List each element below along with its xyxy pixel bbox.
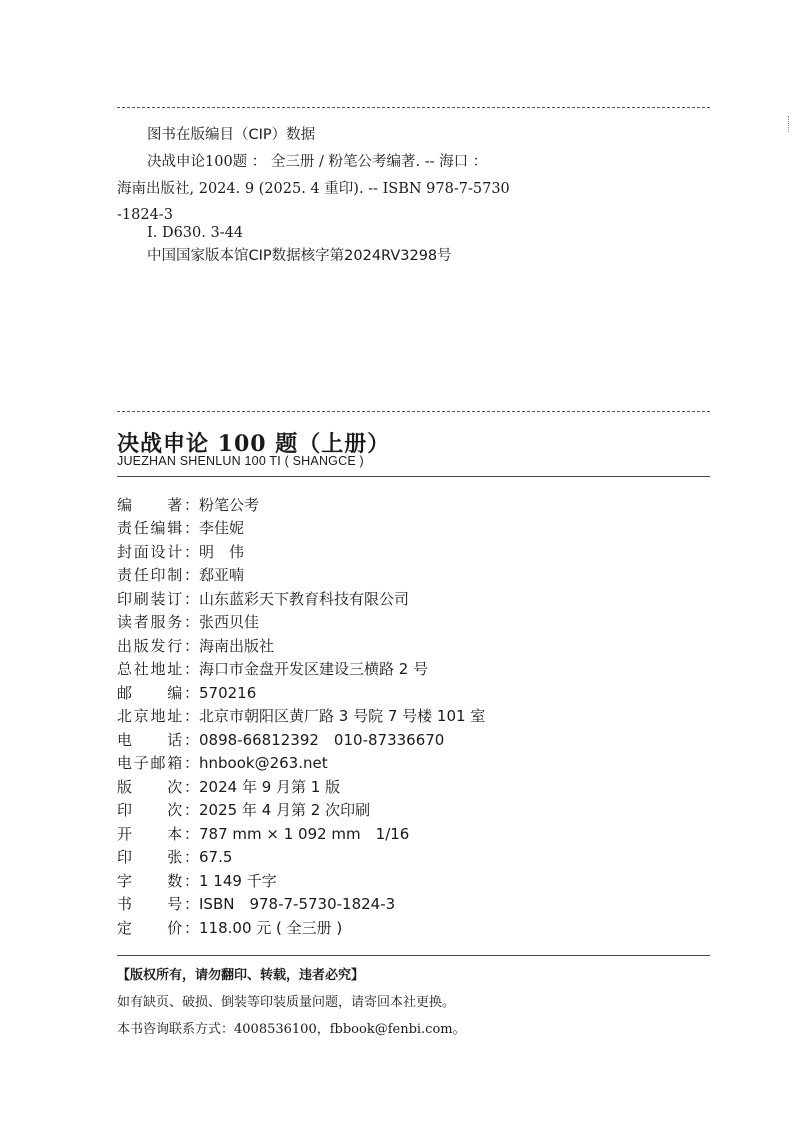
detail-value: 787 mm × 1 092 mm 1/16 [199, 825, 410, 843]
book-title: 决战申论 100 题（上册） [117, 431, 391, 457]
detail-row-price [117, 917, 342, 939]
cip-line-3: -1824-3 [117, 207, 173, 223]
detail-row-word-count [117, 870, 277, 892]
contact-notice: 本书咨询联系方式：4008536100，fbbook@fenbi.com。 [117, 1022, 466, 1037]
title-bottom-divider [117, 476, 710, 477]
detail-value: 郄亚喃 [199, 566, 245, 584]
detail-label: 出版发行： [117, 637, 199, 655]
detail-value: 1 149 千字 [199, 872, 277, 890]
detail-row-format [117, 823, 409, 845]
cip-heading: 图书在版编目（CIP）数据 [147, 127, 316, 143]
detail-label: 字 数： [117, 872, 199, 890]
detail-label: 印 次： [117, 801, 199, 819]
detail-value: 张西贝佳 [199, 613, 260, 631]
top-divider [117, 107, 710, 108]
detail-label: 版 次： [117, 778, 199, 796]
detail-label: 编 著： [117, 496, 199, 514]
detail-row-phone [117, 729, 444, 751]
detail-label: 封面设计： [117, 543, 199, 561]
quality-notice: 如有缺页、破损、倒装等印装质量问题，请寄回本社更换。 [117, 995, 456, 1010]
detail-row-author [117, 494, 259, 516]
detail-value: 67.5 [199, 848, 233, 866]
cip-line-2: 海南出版社, 2024. 9 (2025. 4 重印). -- ISBN 978-7-5730 [117, 181, 510, 197]
detail-row-isbn [117, 893, 395, 915]
title-top-divider [117, 411, 710, 412]
detail-label: 书 号： [117, 895, 199, 913]
detail-row-email [117, 752, 328, 774]
detail-value: 明 伟 [199, 543, 245, 561]
detail-row-edition [117, 776, 340, 798]
detail-row-postcode [117, 682, 256, 704]
detail-label: 邮 编： [117, 684, 199, 702]
detail-row-sheets [117, 846, 232, 868]
detail-row-hq-address [117, 658, 428, 680]
detail-label: 印刷装订： [117, 590, 199, 608]
rights-notice: 【版权所有，请勿翻印、转载，违者必究】 [117, 968, 365, 983]
detail-label: 责任印制： [117, 566, 199, 584]
detail-label: 责任编辑： [117, 519, 199, 537]
detail-row-editor [117, 517, 244, 539]
book-subtitle: JUEZHAN SHENLUN 100 TI ( SHANGCE ) [117, 454, 364, 468]
detail-value: 李佳妮 [199, 519, 245, 537]
detail-label: 电子邮箱： [117, 754, 199, 772]
detail-row-cover-design [117, 541, 244, 563]
detail-value: 山东蓝彩天下教育科技有限公司 [199, 590, 410, 608]
detail-value: 2024 年 9 月第 1 版 [199, 778, 341, 796]
detail-row-beijing-address [117, 705, 485, 727]
detail-row-publisher [117, 635, 274, 657]
detail-row-printing [117, 799, 370, 821]
detail-value: ISBN 978-7-5730-1824-3 [199, 895, 396, 913]
edge-mark [788, 116, 791, 132]
cip-line-5: 中国国家版本馆CIP数据核字第2024RV3298号 [147, 248, 452, 264]
detail-value: 北京市朝阳区黄厂路 3 号院 7 号楼 101 室 [199, 707, 486, 725]
detail-label: 定 价： [117, 919, 199, 937]
cip-line-4: Ⅰ. D630. 3-44 [147, 225, 244, 241]
detail-value: 0898-66812392 010-87336670 [199, 731, 445, 749]
detail-label: 电 话： [117, 731, 199, 749]
detail-value: hnbook@263.net [199, 754, 328, 772]
detail-value: 118.00 元 ( 全三册 ) [199, 919, 343, 937]
notice-divider [117, 955, 710, 956]
detail-label: 总社地址： [117, 660, 199, 678]
detail-value: 570216 [199, 684, 257, 702]
detail-label: 印 张： [117, 848, 199, 866]
detail-row-printer [117, 588, 409, 610]
detail-label: 开 本： [117, 825, 199, 843]
detail-label: 北京地址： [117, 707, 199, 725]
detail-value: 2025 年 4 月第 2 次印刷 [199, 801, 371, 819]
detail-row-reader-service [117, 611, 259, 633]
detail-value: 海口市金盘开发区建设三横路 2 号 [199, 660, 429, 678]
detail-value: 粉笔公考 [199, 496, 260, 514]
cip-line-1: 决战申论100题 ： 全三册 / 粉笔公考编著. -- 海口 ： [147, 154, 488, 170]
detail-value: 海南出版社 [199, 637, 275, 655]
detail-label: 读者服务： [117, 613, 199, 631]
detail-row-print-manager [117, 564, 244, 586]
